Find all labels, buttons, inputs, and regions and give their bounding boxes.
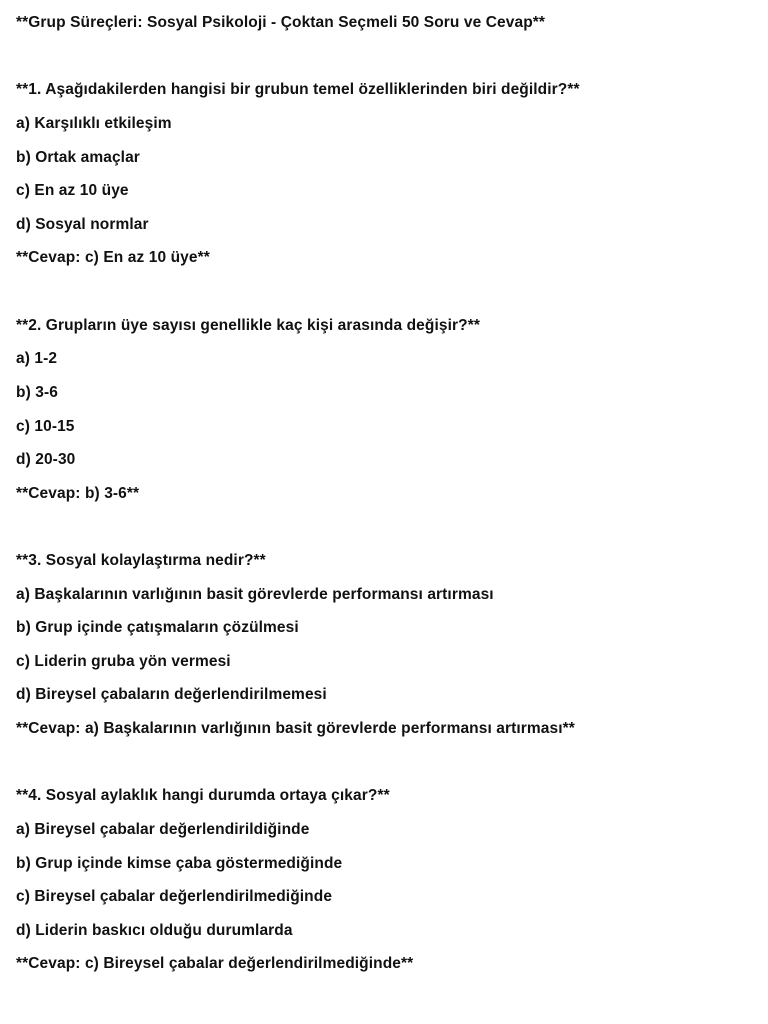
- option-d: d) Bireysel çabaların değerlendirilmemesi: [16, 686, 327, 704]
- option-b: b) 3-6: [16, 383, 58, 401]
- option-a: a) Karşılıklı etkileşim: [16, 114, 172, 132]
- question-text: **4. Sosyal aylaklık hangi durumda ortaya çıkar?**: [16, 787, 390, 805]
- option-b: b) Grup içinde kimse çaba göstermediğinde: [16, 854, 343, 872]
- question-block: [16, 80, 756, 268]
- answer-text: **Cevap: c) Bireysel çabalar değerlendirilmediğinde**: [16, 955, 414, 973]
- option-b: b) Grup içinde çatışmaların çözülmesi: [16, 619, 299, 637]
- option-c: c) 10-15: [16, 417, 75, 435]
- option-d: d) Sosyal normlar: [16, 215, 149, 233]
- option-c: c) Liderin gruba yön vermesi: [16, 652, 231, 670]
- option-c: c) Bireysel çabalar değerlendirilmediğinde: [16, 888, 333, 906]
- option-d: d) Liderin baskıcı olduğu durumlarda: [16, 921, 293, 939]
- document-page: [16, 13, 756, 974]
- option-d: d) 20-30: [16, 451, 76, 469]
- option-a: a) 1-2: [16, 350, 58, 368]
- answer-text: **Cevap: c) En az 10 üye**: [16, 249, 210, 267]
- question-text: **1. Aşağıdakilerden hangisi bir grubun temel özelliklerinden biri değildir?**: [16, 81, 580, 99]
- option-a: a) Başkalarının varlığının basit görevlerde performansı artırması: [16, 585, 494, 603]
- question-text: **2. Grupların üye sayısı genellikle kaç kişi arasında değişir?**: [16, 316, 480, 334]
- answer-text: **Cevap: b) 3-6**: [16, 484, 140, 502]
- question-text: **3. Sosyal kolaylaştırma nedir?**: [16, 552, 266, 570]
- question-block: [16, 316, 756, 504]
- option-a: a) Bireysel çabalar değerlendirildiğinde: [16, 821, 310, 839]
- question-block: [16, 551, 756, 739]
- option-b: b) Ortak amaçlar: [16, 148, 140, 166]
- question-block: [16, 786, 756, 974]
- answer-text: **Cevap: a) Başkalarının varlığının basit görevlerde performansı artırması**: [16, 720, 575, 738]
- option-c: c) En az 10 üye: [16, 182, 129, 200]
- document-title: **Grup Süreçleri: Sosyal Psikoloji - Çoktan Seçmeli 50 Soru ve Cevap**: [16, 14, 546, 31]
